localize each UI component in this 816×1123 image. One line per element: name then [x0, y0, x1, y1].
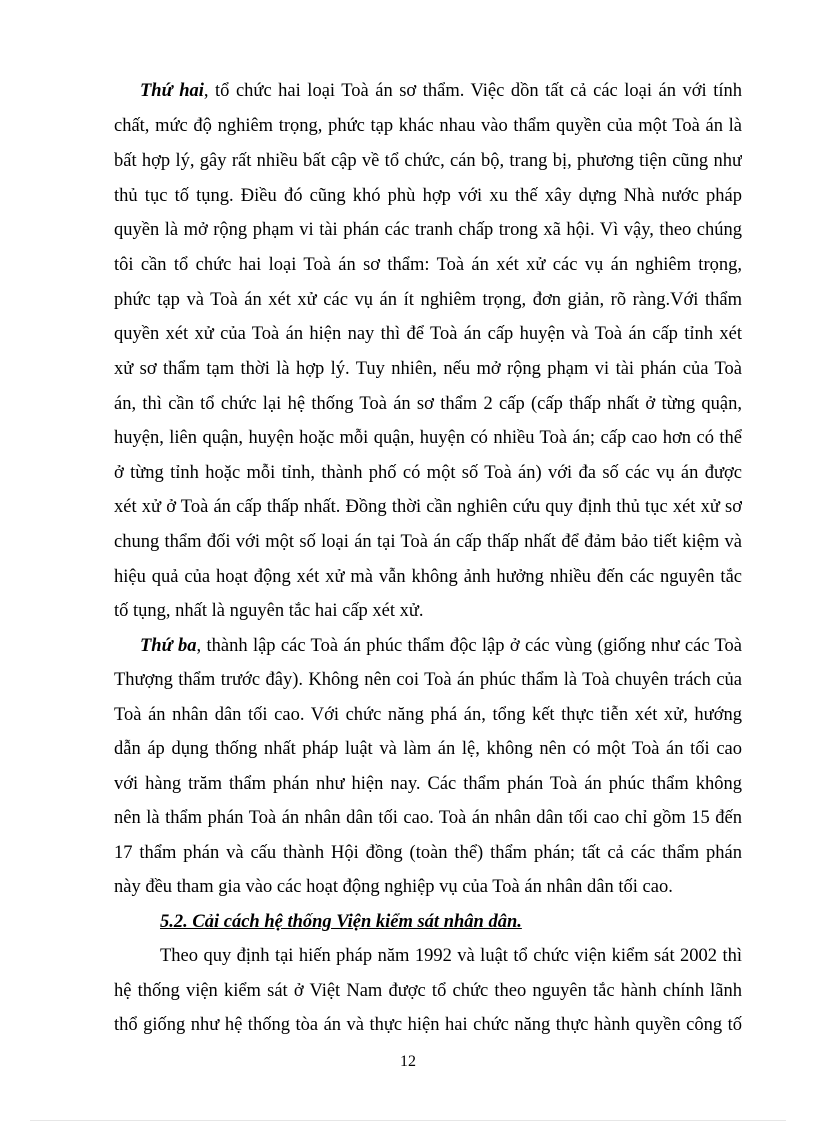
page-bottom-edge — [30, 1120, 786, 1121]
paragraph-1-line-14: chung thẩm đối với một số loại án tại Toà án cấp thấp nhất để đảm bảo tiết kiệm và — [114, 532, 742, 552]
section-heading: 5.2. Cải cách hệ thống Viện kiểm sát nhân dân. — [160, 912, 522, 932]
paragraph-1-line-8: quyền xét xử của Toà án hiện nay thì để Toà án cấp huyện và Toà án cấp tỉnh xét — [114, 324, 742, 344]
paragraph-1-line-12: ở từng tỉnh hoặc mỗi tỉnh, thành phố có một số Toà án) với đa số các vụ án được — [114, 463, 742, 483]
paragraph-1-line-3: bất hợp lý, gây rất nhiều bất cập về tổ chức, cán bộ, trang bị, phương tiện cũng như — [114, 151, 742, 171]
paragraph-1-line-7: phức tạp và Toà án xét xử các vụ án ít nghiêm trọng, đơn giản, rõ ràng.Với thẩm — [114, 290, 742, 310]
paragraph-1-line-5: quyền là mở rộng phạm vi tài phán các tranh chấp trong xã hội. Vì vậy, theo chúng — [114, 220, 742, 240]
page-number: 12 — [400, 1053, 416, 1070]
paragraph-1-line-1-text: , tổ chức hai loại Toà án sơ thẩm. Việc dồn tất cả các loại án với tính — [203, 81, 742, 101]
paragraph-2-line-3: Toà án nhân dân tối cao. Với chức năng phá án, tổng kết thực tiễn xét xử, hướng — [114, 705, 742, 725]
paragraph-1-line-9: xử sơ thẩm tạm thời là hợp lý. Tuy nhiên, nếu mở rộng phạm vi tài phán của Toà — [114, 359, 742, 379]
paragraph-2-line-7: 17 thẩm phán và cấu thành Hội đồng (toàn thể) thẩm phán; tất cả các thẩm phán — [114, 843, 742, 863]
paragraph-2-line-2: Thượng thẩm trước đây). Không nên coi Toà án phúc thẩm là Toà chuyên trách của — [114, 670, 742, 690]
paragraph-1-line-10: án, thì cần tổ chức lại hệ thống Toà án sơ thẩm 2 cấp (cấp thấp nhất ở từng quận, — [114, 394, 742, 414]
paragraph-1-line-16: tố tụng, nhất là nguyên tắc hai cấp xét xử. — [114, 601, 424, 621]
paragraph-1-line-1 — [140, 76, 742, 106]
paragraph-2-line-8: này đều tham gia vào các hoạt động nghiệp vụ của Toà án nhân dân tối cao. — [114, 877, 673, 897]
paragraph-1-line-13: xét xử ở Toà án cấp thấp nhất. Đồng thời cần nghiên cứu quy định thủ tục xét xử sơ — [114, 497, 742, 517]
paragraph-2-line-1 — [140, 631, 742, 661]
paragraph-1-line-2: chất, mức độ nghiêm trọng, phức tạp khác nhau vào thẩm quyền của một Toà án là — [114, 116, 742, 136]
paragraph-2-lead: Thứ ba — [140, 636, 197, 656]
paragraph-3-line-3: thổ giống như hệ thống tòa án và thực hiện hai chức năng thực hành quyền công tố — [114, 1015, 742, 1035]
paragraph-2-line-1-text: , thành lập các Toà án phúc thẩm độc lập ở các vùng (giống như các Toà — [196, 636, 742, 656]
paragraph-1-lead: Thứ hai — [140, 81, 204, 101]
paragraph-3-line-2: hệ thống viện kiểm sát ở Việt Nam được tổ chức theo nguyên tắc hành chính lãnh — [114, 981, 742, 1001]
paragraph-3-line-1: Theo quy định tại hiến pháp năm 1992 và luật tổ chức viện kiểm sát 2002 thì — [160, 946, 742, 966]
paragraph-1-line-4: thủ tục tố tụng. Điều đó cũng khó phù hợp với xu thế xây dựng Nhà nước pháp — [114, 186, 742, 206]
paragraph-1-line-11: huyện, liên quận, huyện hoặc mỗi quận, huyện có nhiều Toà án; cấp cao hơn có thể — [114, 428, 742, 448]
paragraph-1-line-15: hiệu quả của hoạt động xét xử mà vẫn không ảnh hưởng nhiều đến các nguyên tắc — [114, 567, 742, 587]
paragraph-2-line-4: dẫn áp dụng thống nhất pháp luật và làm án lệ, không nên có một Toà án tối cao — [114, 739, 742, 759]
paragraph-2-line-5: với hàng trăm thẩm phán như hiện nay. Các thẩm phán Toà án phúc thẩm không — [114, 774, 742, 794]
paragraph-2-line-6: nên là thẩm phán Toà án nhân dân tối cao. Toà án nhân dân tối cao chỉ gồm 15 đến — [114, 808, 742, 828]
paragraph-1-line-6: tôi cần tổ chức hai loại Toà án sơ thẩm: Toà án xét xử các vụ án nghiêm trọng, — [114, 255, 742, 275]
